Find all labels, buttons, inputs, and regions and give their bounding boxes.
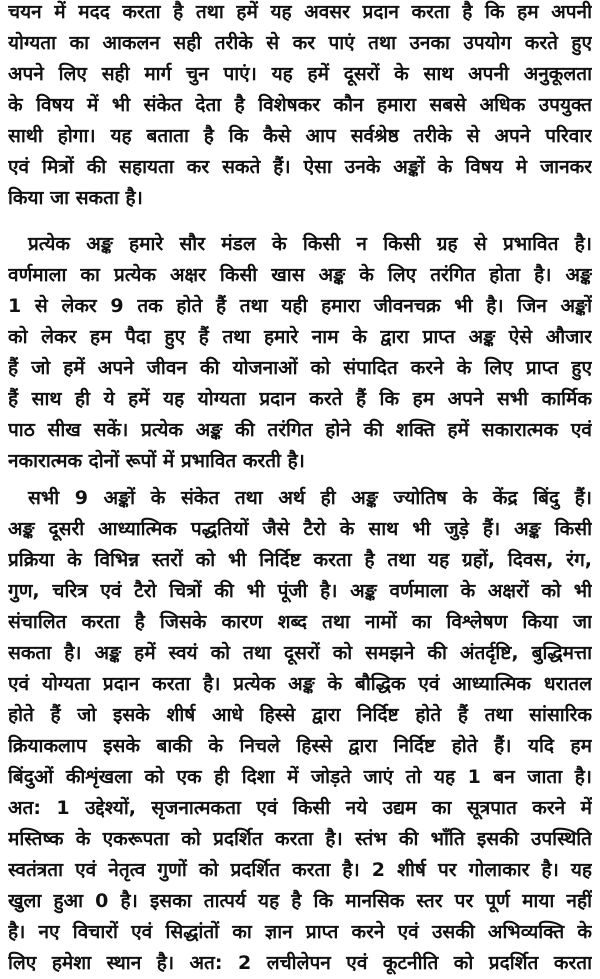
text-line: एवं योग्यता प्रदान करता है। प्रत्येक अङ्क के बौद्धिक एवं आध्यात्मिक धरातल [8,673,592,695]
text-line: संचालित करता है जिसके कारण शब्द तथा नामों का विश्लेषण किया जा [8,611,592,633]
text-line: किया जा सकता है। [8,187,143,209]
text-line: वर्णमाला का प्रत्येक अक्षर किसी खास अङ्क के लिए तरंगित होता है। अङ्क [8,264,592,286]
text-line: अङ्क दूसरी आध्यात्मिक पद्धतियों जैसे टैरो के साथ भी जुड़े हैं। अङ्क किसी [8,518,592,540]
text-line: के विषय में भी संकेत देता है विशेषकर कौन हमारा सबसे अधिक उपयुक्त [8,94,592,116]
text-line: 1 से लेकर 9 तक होते हैं तथा यही हमारा जीवनचक्र भी है। जिन अङ्कों [8,295,592,317]
text-line: एवं मित्रों की सहायता कर सकते हैं। ऐसा उनके अङ्कों के विषय मे जानकर [8,156,592,178]
text-line: अत: 1 उद्देश्यों, सृजनात्मकता एवं किसी नये उद्यम का सूत्रपात करने में [8,797,592,819]
text-line: स्वतंत्रता एवं नेतृत्व गुणों को प्रदर्शित करता है। 2 शीर्ष पर गोलाकार है। यह [8,859,592,881]
text-line: बिंदुओं कीशृंखला को एक ही दिशा में जोड़ते जाएं तो यह 1 बन जाता है। [8,766,592,788]
text-line: को लेकर हम पैदा हुए हैं तथा हमारे नाम के द्वारा प्राप्त अङ्क ऐसे औजार [8,326,592,348]
text-line: योग्यता का आकलन सही तरीके से कर पाएं तथा उनका उपयोग करते हुए [8,32,592,54]
text-line: प्रक्रिया के विभिन्न स्तरों को भी निर्दिष्ट करता है तथा यह ग्रहों, दिवस, रंग, [8,549,592,571]
text-line: चयन में मदद करता है तथा हमें यह अवसर प्रदान करता है कि हम अपनी [8,1,592,23]
document-page [8,0,592,979]
text-line: गुण, चरित्र एवं टैरो चित्रों की भी पूंजी है। अङ्क वर्णमाला के अक्षरों को भी [8,580,592,602]
text-line: क्रियाकलाप इसके बाकी के निचले हिस्से द्वारा निर्दिष्ट होते हैं। यदि हम [8,735,592,757]
text-line: साथी होगा। यह बताता है कि कैसे आप सर्वश्रेष्ठ तरीके से अपने परिवार [8,125,592,147]
text-line: मस्तिष्क के एकरूपता को प्रदर्शित करता है। स्तंभ की भाँति इसकी उपस्थिति [8,828,592,850]
text-line: हैं साथ ही ये हमें यह योग्यता प्रदान करते हैं कि हम अपने सभी कार्मिक [8,388,592,410]
text-line: पाठ सीख सकें। प्रत्येक अङ्क की तरंगित होने की शक्ति हमें सकारात्मक एवं [8,419,592,441]
paragraph [8,229,592,477]
text-line: हैं जो हमें अपने जीवन की योजनाओं को संपादित करने के लिए प्राप्त हुए [8,357,592,379]
text-line: नकारात्मक दोनों रूपों में प्रभावित करती है। [8,450,305,472]
text-line: लिए हमेशा स्थान है। अत: 2 लचीलेपन एवं कूटनीति को प्रदर्शित करता [8,952,592,974]
text-line: अपने लिए सही मार्ग चुन पाएं। यह हमें दूसरों के साथ अपनी अनुकूलता [8,63,592,85]
text-line: प्रत्येक अङ्क हमारे सौर मंडल के किसी न किसी ग्रह से प्रभावित है। [28,233,592,255]
text-line: होते हैं जो इसके शीर्ष आधे हिस्से द्वारा निर्दिष्ट होते हैं तथा सांसारिक [8,704,592,726]
text-line: है। नए विचारों एवं सिद्धांतों का ज्ञान प्राप्त करने एवं उसकी अभिव्यक्ति के [8,921,592,943]
text-line: खुला हुआ 0 है। इसका तात्पर्य यह है कि मानसिक स्तर पर पूर्ण माया नहीं [8,890,592,912]
text-line: सकता है। अङ्क हमें स्वयं को तथा दूसरों को समझने की अंतर्दृष्टि, बुद्धिमत्ता [8,642,592,664]
paragraph [8,0,592,214]
paragraph [8,483,592,979]
text-line: सभी 9 अङ्कों के संकेत तथा अर्थ ही अङ्क ज्योतिष के केंद्र बिंदु हैं। [28,487,592,509]
